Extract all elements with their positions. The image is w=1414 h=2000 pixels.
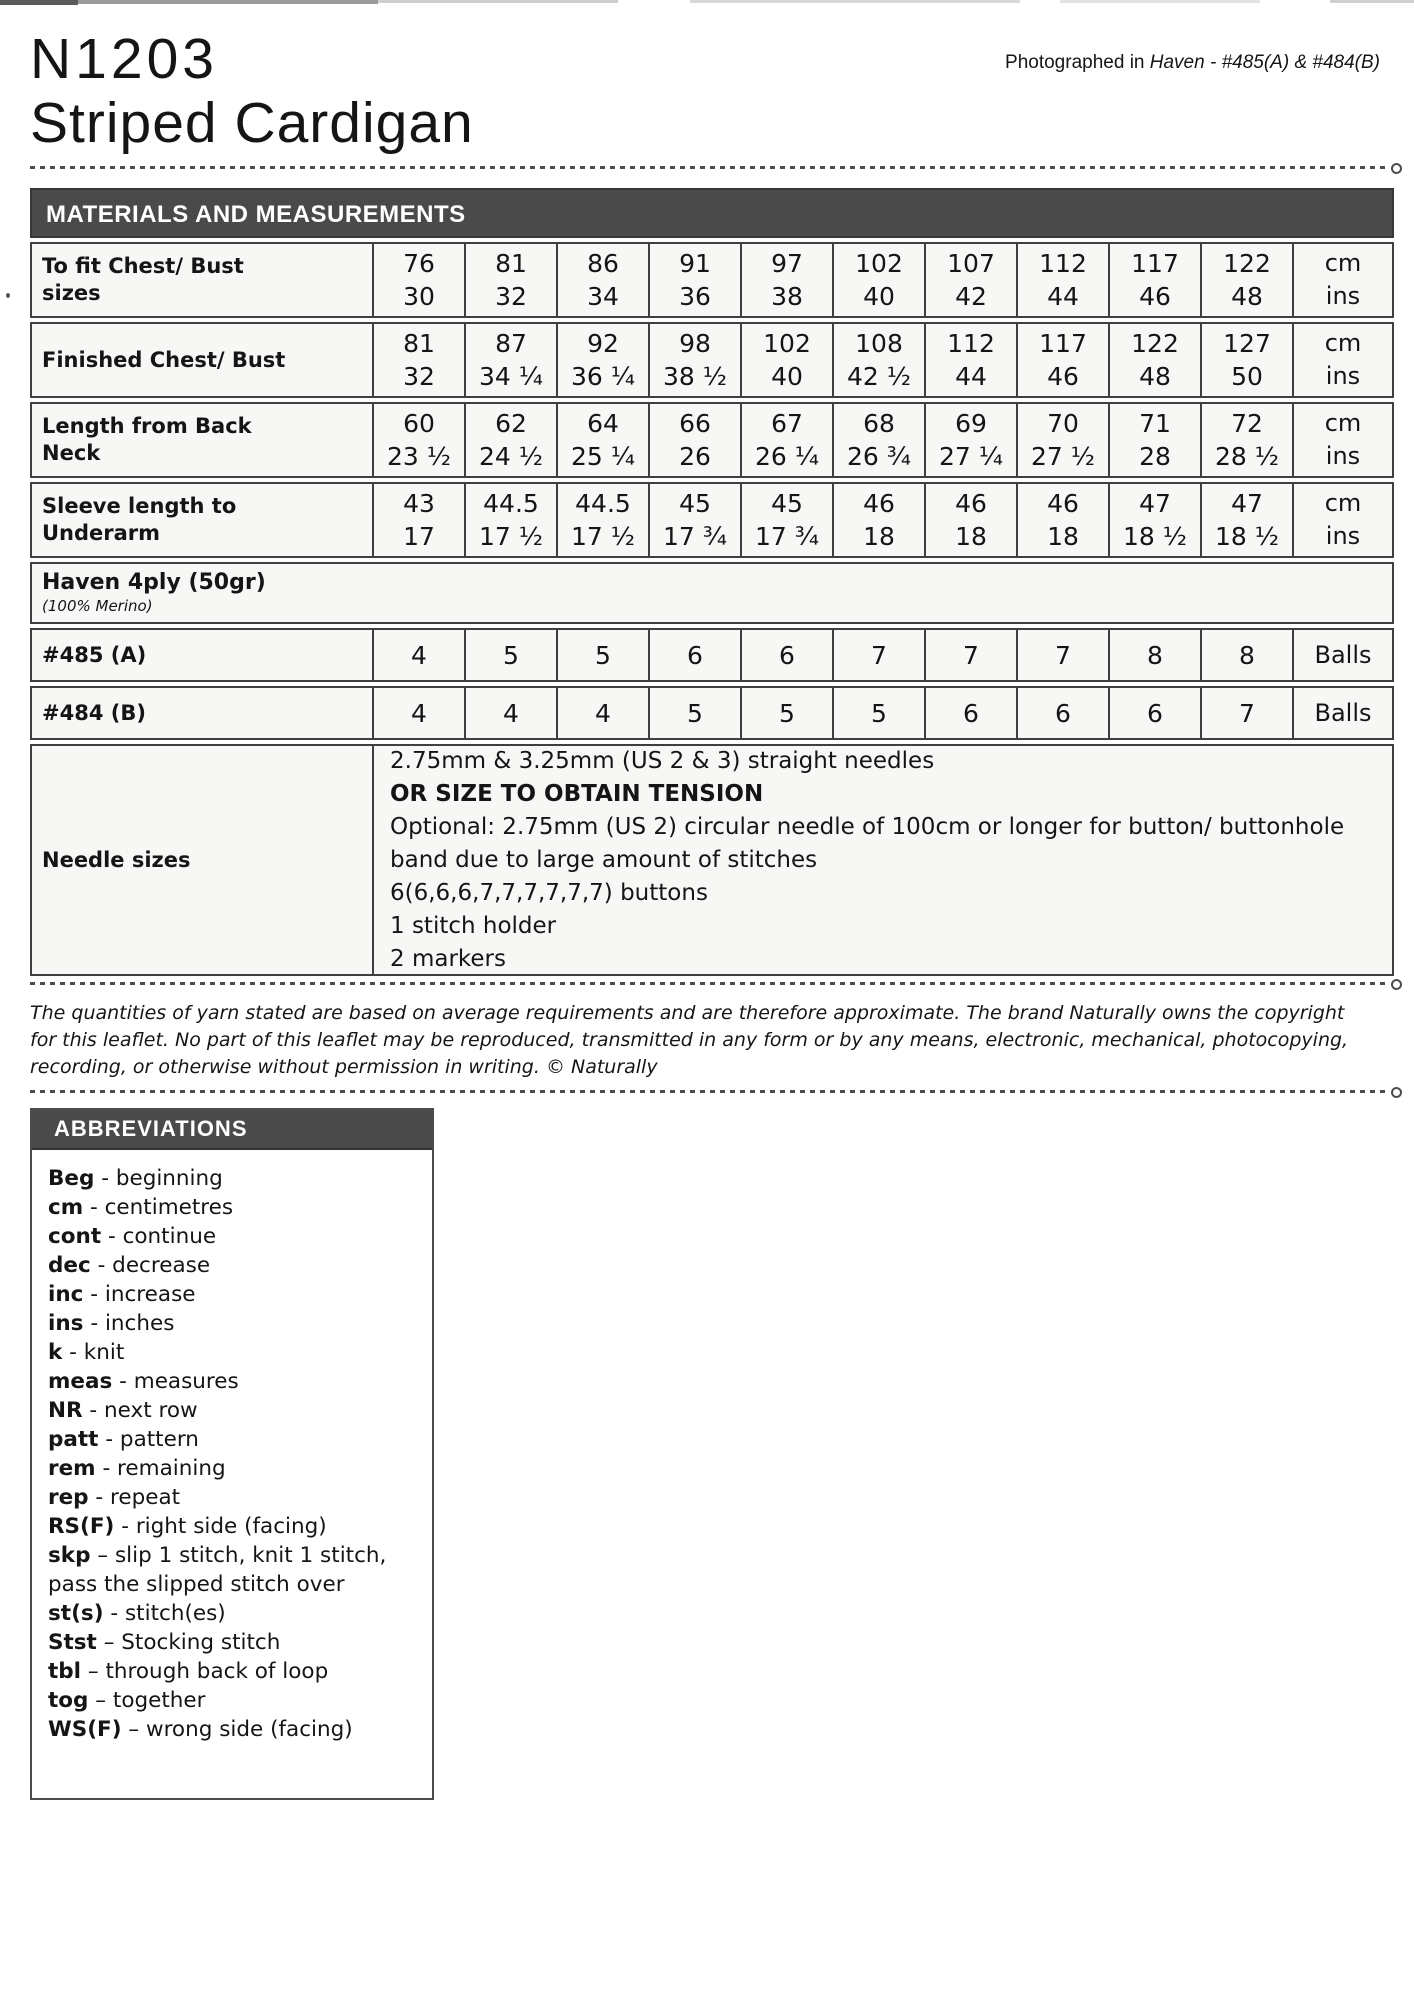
materials-header: MATERIALS AND MEASUREMENTS bbox=[30, 188, 1394, 238]
size-cell: 47 18 ½ bbox=[1200, 484, 1292, 556]
scan-speck bbox=[6, 293, 10, 298]
ball-cell: 5 bbox=[648, 688, 740, 738]
size-cell: 108 42 ½ bbox=[832, 324, 924, 396]
abbreviation-item: rem - remaining bbox=[48, 1456, 226, 1481]
yarn-composition: (100% Merino) bbox=[42, 597, 153, 615]
size-cell: 107 42 bbox=[924, 244, 1016, 316]
unit-cell: cm ins bbox=[1292, 324, 1392, 396]
abbreviation-item: WS(F) – wrong side (facing) bbox=[48, 1717, 353, 1742]
size-cell: 127 50 bbox=[1200, 324, 1292, 396]
needle-line: Optional: 2.75mm (US 2) circular needle of 100cm or longer for button/ buttonhole band due to large amount of stitches bbox=[390, 813, 1345, 873]
ball-cell: 4 bbox=[372, 630, 464, 680]
size-cell: 102 40 bbox=[740, 324, 832, 396]
size-cell: 102 40 bbox=[832, 244, 924, 316]
size-cell: 64 25 ¼ bbox=[556, 404, 648, 476]
unit-cell: cm ins bbox=[1292, 484, 1392, 556]
size-cell: 44.5 17 ½ bbox=[464, 484, 556, 556]
copyright-line: recording, or otherwise without permission in writing. © Naturally bbox=[30, 1056, 658, 1078]
row-label: Length from Back Neck bbox=[42, 414, 252, 465]
ball-cell: 4 bbox=[556, 688, 648, 738]
size-cell: 117 46 bbox=[1016, 324, 1108, 396]
size-cell: 76 30 bbox=[372, 244, 464, 316]
table-row-yarn bbox=[30, 562, 1394, 624]
abbreviation-item: tog – together bbox=[48, 1688, 206, 1713]
table-row-sleeve bbox=[30, 482, 1394, 558]
size-cell: 91 36 bbox=[648, 244, 740, 316]
size-cell: 45 17 ¾ bbox=[740, 484, 832, 556]
photo-credit bbox=[1005, 52, 1380, 74]
scan-artifact bbox=[378, 0, 618, 3]
abbreviation-item: skp – slip 1 stitch, knit 1 stitch, pass the slipped stitch over bbox=[48, 1543, 387, 1597]
row-label: Finished Chest/ Bust bbox=[42, 347, 286, 372]
unit-cell: Balls bbox=[1292, 688, 1392, 738]
abbreviation-item: cm - centimetres bbox=[48, 1195, 234, 1220]
unit-cell: Balls bbox=[1292, 630, 1392, 680]
size-cell: 87 34 ¼ bbox=[464, 324, 556, 396]
abbreviation-item: meas - measures bbox=[48, 1369, 239, 1394]
table-row-length bbox=[30, 402, 1394, 478]
table-row-finished bbox=[30, 322, 1394, 398]
ball-cell: 6 bbox=[1108, 688, 1200, 738]
ball-cell: 4 bbox=[464, 688, 556, 738]
needle-line: 2 markers bbox=[390, 945, 506, 972]
pattern-code: N1203 bbox=[30, 27, 218, 91]
ball-cell: 5 bbox=[740, 688, 832, 738]
needle-line: 6(6,6,6,7,7,7,7,7,7) buttons bbox=[390, 879, 708, 906]
size-cell: 45 17 ¾ bbox=[648, 484, 740, 556]
needle-line: 1 stitch holder bbox=[390, 912, 557, 939]
divider-end-ring bbox=[1391, 163, 1402, 174]
size-cell: 43 17 bbox=[372, 484, 464, 556]
abbreviations-header: ABBREVIATIONS bbox=[32, 1110, 432, 1150]
abbreviation-item: ins - inches bbox=[48, 1311, 175, 1336]
size-cell: 46 18 bbox=[924, 484, 1016, 556]
size-cell: 69 27 ¼ bbox=[924, 404, 1016, 476]
needle-details bbox=[372, 746, 1392, 974]
row-label: Needle sizes bbox=[42, 847, 191, 872]
abbreviation-item: cont - continue bbox=[48, 1224, 217, 1249]
abbreviation-item: dec - decrease bbox=[48, 1253, 211, 1278]
size-cell: 86 34 bbox=[556, 244, 648, 316]
table-row-to-fit bbox=[30, 242, 1394, 318]
ball-cell: 8 bbox=[1200, 630, 1292, 680]
ball-cell: 6 bbox=[924, 688, 1016, 738]
dotted-divider bbox=[30, 166, 1390, 169]
ball-cell: 6 bbox=[1016, 688, 1108, 738]
size-cell: 122 48 bbox=[1200, 244, 1292, 316]
size-cell: 97 38 bbox=[740, 244, 832, 316]
table-row-needles bbox=[30, 744, 1394, 976]
ball-cell: 7 bbox=[1200, 688, 1292, 738]
ball-cell: 7 bbox=[832, 630, 924, 680]
divider-end-ring bbox=[1391, 979, 1402, 990]
ball-cell: 8 bbox=[1108, 630, 1200, 680]
copyright-notice bbox=[30, 1000, 1394, 1081]
abbreviation-item: inc - increase bbox=[48, 1282, 196, 1307]
abbreviation-item: tbl – through back of loop bbox=[48, 1659, 329, 1684]
abbreviation-item: rep - repeat bbox=[48, 1485, 181, 1510]
row-label: #484 (B) bbox=[42, 700, 146, 725]
ball-cell: 5 bbox=[556, 630, 648, 680]
abbreviation-item: Stst – Stocking stitch bbox=[48, 1630, 281, 1655]
copyright-line: The quantities of yarn stated are based on average requirements and are therefore approximate. The brand Naturally owns the copyright bbox=[30, 1002, 1345, 1024]
size-cell: 92 36 ¼ bbox=[556, 324, 648, 396]
size-cell: 81 32 bbox=[372, 324, 464, 396]
unit-cell: cm ins bbox=[1292, 244, 1392, 316]
abbreviation-item: RS(F) - right side (facing) bbox=[48, 1514, 327, 1539]
scan-artifact bbox=[1060, 0, 1260, 3]
size-cell: 98 38 ½ bbox=[648, 324, 740, 396]
yarn-name: Haven 4ply (50gr) bbox=[42, 570, 266, 595]
materials-table bbox=[30, 188, 1394, 976]
ball-cell: 4 bbox=[372, 688, 464, 738]
size-cell: 71 28 bbox=[1108, 404, 1200, 476]
needle-line: 2.75mm & 3.25mm (US 2 & 3) straight needles bbox=[390, 747, 935, 774]
size-cell: 46 18 bbox=[832, 484, 924, 556]
scan-artifact bbox=[78, 0, 378, 4]
abbreviation-item: patt - pattern bbox=[48, 1427, 199, 1452]
ball-cell: 6 bbox=[648, 630, 740, 680]
abbreviations-list bbox=[32, 1150, 432, 1754]
row-label: To fit Chest/ Bust sizes bbox=[42, 254, 244, 305]
ball-cell: 5 bbox=[464, 630, 556, 680]
scan-artifact bbox=[1330, 0, 1414, 3]
page-header bbox=[30, 28, 474, 156]
ball-cell: 5 bbox=[832, 688, 924, 738]
ball-cell: 7 bbox=[924, 630, 1016, 680]
size-cell: 117 46 bbox=[1108, 244, 1200, 316]
size-cell: 67 26 ¼ bbox=[740, 404, 832, 476]
size-cell: 44.5 17 ½ bbox=[556, 484, 648, 556]
size-cell: 47 18 ½ bbox=[1108, 484, 1200, 556]
unit-cell: cm ins bbox=[1292, 404, 1392, 476]
divider-end-ring bbox=[1391, 1087, 1402, 1098]
scan-artifact bbox=[0, 0, 78, 5]
size-cell: 70 27 ½ bbox=[1016, 404, 1108, 476]
size-cell: 112 44 bbox=[1016, 244, 1108, 316]
ball-cell: 6 bbox=[740, 630, 832, 680]
size-cell: 46 18 bbox=[1016, 484, 1108, 556]
scan-artifact bbox=[690, 0, 1020, 3]
size-cell: 81 32 bbox=[464, 244, 556, 316]
needle-line-tension: OR SIZE TO OBTAIN TENSION bbox=[390, 780, 764, 807]
abbreviation-item: NR - next row bbox=[48, 1398, 198, 1423]
abbreviation-item: k - knit bbox=[48, 1340, 125, 1365]
size-cell: 72 28 ½ bbox=[1200, 404, 1292, 476]
table-row-yarn-b bbox=[30, 686, 1394, 740]
size-cell: 68 26 ¾ bbox=[832, 404, 924, 476]
size-cell: 62 24 ½ bbox=[464, 404, 556, 476]
photo-credit-detail: Haven - #485(A) & #484(B) bbox=[1149, 52, 1380, 73]
row-label: #485 (A) bbox=[42, 642, 147, 667]
size-cell: 122 48 bbox=[1108, 324, 1200, 396]
ball-cell: 7 bbox=[1016, 630, 1108, 680]
dotted-divider bbox=[30, 1090, 1390, 1093]
dotted-divider bbox=[30, 982, 1390, 985]
size-cell: 60 23 ½ bbox=[372, 404, 464, 476]
abbreviations-box bbox=[30, 1108, 434, 1800]
size-cell: 66 26 bbox=[648, 404, 740, 476]
size-cell: 112 44 bbox=[924, 324, 1016, 396]
photo-credit-prefix: Photographed in bbox=[1005, 52, 1150, 73]
abbreviation-item: Beg - beginning bbox=[48, 1166, 223, 1191]
abbreviation-item: st(s) - stitch(es) bbox=[48, 1601, 226, 1626]
table-row-yarn-a bbox=[30, 628, 1394, 682]
copyright-line: for this leaflet. No part of this leaflet may be reproduced, transmitted in any form or by any means, electronic, mechanical, photocopying, bbox=[30, 1029, 1349, 1051]
page-title: Striped Cardigan bbox=[30, 91, 474, 155]
row-label: Sleeve length to Underarm bbox=[42, 494, 237, 545]
